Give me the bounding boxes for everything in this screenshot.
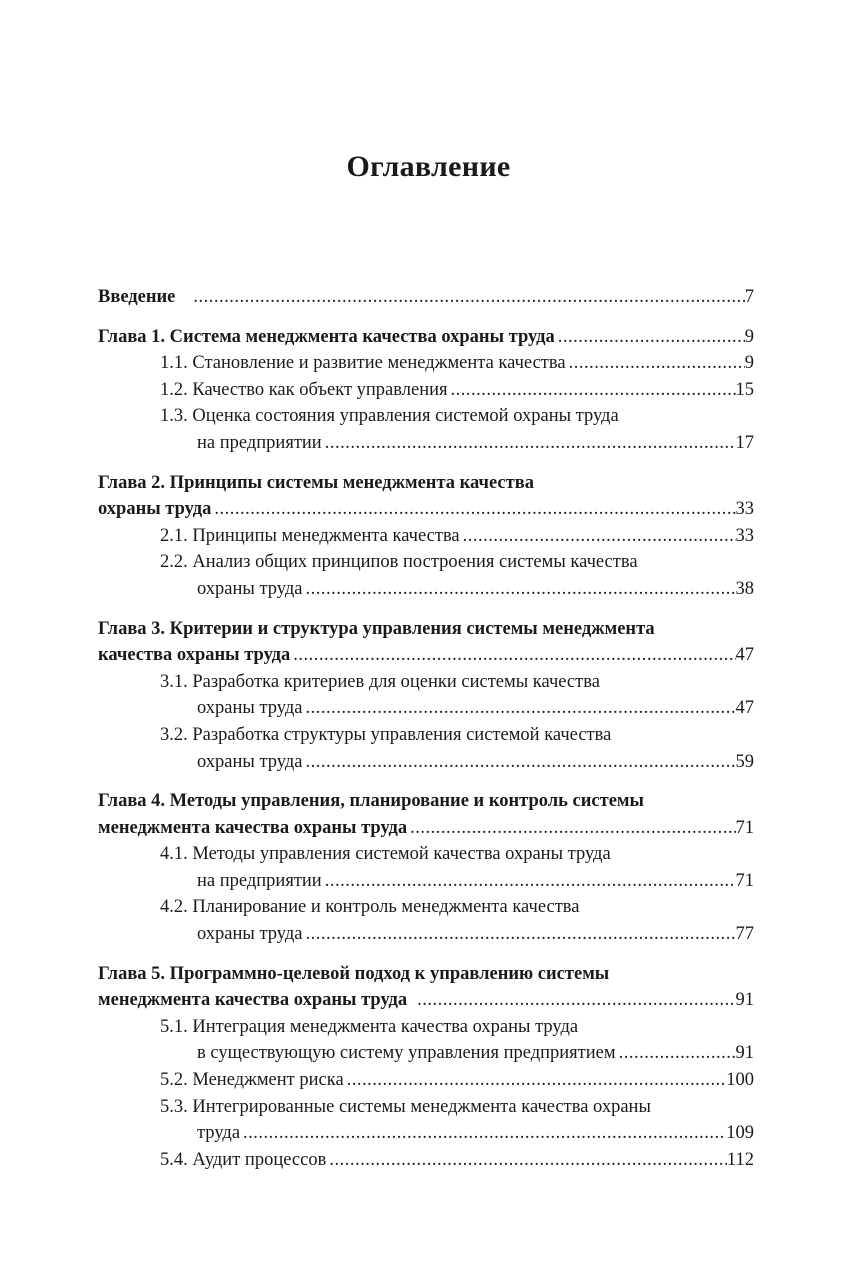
section-title-cont: охраны труда	[197, 698, 303, 719]
page-number: 33	[735, 525, 754, 546]
page-number: 100	[726, 1070, 754, 1091]
page-number: 71	[735, 817, 754, 838]
section-title: 5.3. Интегрированные системы менеджмента качества охраны	[160, 1096, 651, 1117]
dot-leader	[214, 496, 735, 523]
page-number: 15	[735, 379, 754, 400]
section-title-cont: на предприятии	[197, 432, 322, 453]
chapter-title: Глава 5. Программно-целевой подход к управлению системы	[98, 963, 610, 984]
toc-chapter-2-cont[interactable]	[98, 496, 754, 523]
toc-section-2-2-cont[interactable]	[98, 576, 754, 603]
page-title: Оглавление	[346, 150, 511, 183]
page-number: 9	[744, 353, 754, 374]
toc-section-4-2[interactable]	[98, 894, 754, 921]
section-title: 4.2. Планирование и контроль менеджмента качества	[160, 897, 580, 918]
page-number: 112	[726, 1149, 754, 1170]
section-title-cont: труда	[197, 1123, 241, 1144]
toc-section-5-3[interactable]	[98, 1094, 754, 1121]
chapter-title: Глава 3. Критерии и структура управления системы менеджмента	[98, 618, 655, 639]
section-title: 5.4. Аудит процессов	[160, 1149, 327, 1170]
section-title-cont: охраны труда	[197, 924, 303, 945]
toc-section-1-3-cont[interactable]	[98, 430, 754, 457]
dot-leader	[193, 284, 744, 311]
toc-section-4-2-cont[interactable]	[98, 921, 754, 948]
toc-chapter-4[interactable]	[98, 788, 754, 815]
dot-leader	[305, 576, 735, 603]
dot-leader	[243, 1120, 726, 1147]
section-title-cont: на предприятии	[197, 870, 322, 891]
page-number: 77	[735, 924, 754, 945]
table-of-contents	[98, 284, 754, 1173]
toc-chapter-3[interactable]	[98, 616, 754, 643]
section-title-cont: охраны труда	[197, 751, 303, 772]
dot-leader	[305, 749, 735, 776]
page-number: 33	[735, 499, 754, 520]
toc-section-3-2-cont[interactable]	[98, 749, 754, 776]
section-title: 1.2. Качество как объект управления	[160, 379, 448, 400]
section-title: 2.2. Анализ общих принципов построения системы качества	[160, 552, 638, 573]
section-title: 5.1. Интеграция менеджмента качества охраны труда	[160, 1016, 579, 1037]
toc-section-4-1[interactable]	[98, 841, 754, 868]
toc-section-4-1-cont[interactable]	[98, 868, 754, 895]
page-number: 7	[744, 287, 754, 307]
page-number: 9	[744, 326, 754, 347]
section-title: 1.3. Оценка состояния управления системой охраны труда	[160, 406, 619, 427]
toc-section-1-2[interactable]	[98, 377, 754, 404]
page-number: 91	[735, 990, 754, 1011]
dot-leader	[325, 430, 736, 457]
toc-section-3-1-cont[interactable]	[98, 695, 754, 722]
toc-entry-intro[interactable]	[98, 284, 754, 311]
dot-leader	[410, 815, 735, 842]
dot-leader	[451, 377, 736, 404]
section-title: 1.1. Становление и развитие менеджмента качества	[160, 353, 566, 374]
toc-section-1-3[interactable]	[98, 403, 754, 430]
toc-section-5-1[interactable]	[98, 1014, 754, 1041]
page-number: 91	[735, 1043, 754, 1064]
toc-section-1-1[interactable]	[98, 350, 754, 377]
page-number: 47	[735, 645, 754, 666]
toc-entry-label: Введение	[98, 287, 176, 307]
toc-section-3-2[interactable]	[98, 722, 754, 749]
chapter-title-cont: охраны труда	[98, 499, 212, 520]
chapter-title: Глава 4. Методы управления, планирование и контроль системы	[98, 791, 644, 812]
section-title: 2.1. Принципы менеджмента качества	[160, 525, 460, 546]
chapter-title: Глава 2. Принципы системы менеджмента качества	[98, 472, 534, 493]
section-title-cont: охраны труда	[197, 578, 303, 599]
toc-chapter-2[interactable]	[98, 470, 754, 497]
page-number: 17	[735, 432, 754, 453]
chapter-title-cont: менеджмента качества охраны труда	[98, 817, 408, 838]
page-number: 47	[735, 698, 754, 719]
dot-leader	[619, 1040, 736, 1067]
dot-leader	[325, 868, 736, 895]
toc-chapter-4-cont[interactable]	[98, 815, 754, 842]
page-number: 109	[726, 1123, 754, 1144]
toc-section-5-2[interactable]	[98, 1067, 754, 1094]
toc-section-5-3-cont[interactable]	[98, 1120, 754, 1147]
section-title: 5.2. Менеджмент риска	[160, 1070, 344, 1091]
section-title: 3.2. Разработка структуры управления системой качества	[160, 724, 612, 745]
dot-leader	[347, 1067, 727, 1094]
dot-leader	[569, 350, 745, 377]
toc-section-2-2[interactable]	[98, 549, 754, 576]
dot-leader	[305, 921, 735, 948]
toc-section-5-4[interactable]	[98, 1147, 754, 1174]
section-title: 4.1. Методы управления системой качества охраны труда	[160, 844, 611, 865]
dot-leader	[463, 523, 736, 550]
toc-chapter-1[interactable]	[98, 324, 754, 351]
toc-section-5-1-cont[interactable]	[98, 1040, 754, 1067]
toc-chapter-5-cont[interactable]	[98, 987, 754, 1014]
toc-chapter-3-cont[interactable]	[98, 642, 754, 669]
dot-leader	[305, 695, 735, 722]
page-number: 59	[735, 751, 754, 772]
section-title-cont: в существующую систему управления предприятием	[197, 1043, 616, 1064]
chapter-title-cont: менеджмента качества охраны труда	[98, 990, 408, 1011]
page-number: 71	[735, 870, 754, 891]
toc-chapter-5[interactable]	[98, 961, 754, 988]
dot-leader	[558, 324, 745, 351]
chapter-title-cont: качества охраны труда	[98, 645, 291, 666]
page-number: 38	[735, 578, 754, 599]
dot-leader	[417, 987, 735, 1014]
dot-leader	[293, 642, 735, 669]
toc-section-3-1[interactable]	[98, 669, 754, 696]
dot-leader	[329, 1147, 727, 1174]
section-title: 3.1. Разработка критериев для оценки системы качества	[160, 671, 600, 692]
toc-section-2-1[interactable]	[98, 523, 754, 550]
chapter-title: Глава 1. Система менеджмента качества охраны труда	[98, 326, 555, 347]
